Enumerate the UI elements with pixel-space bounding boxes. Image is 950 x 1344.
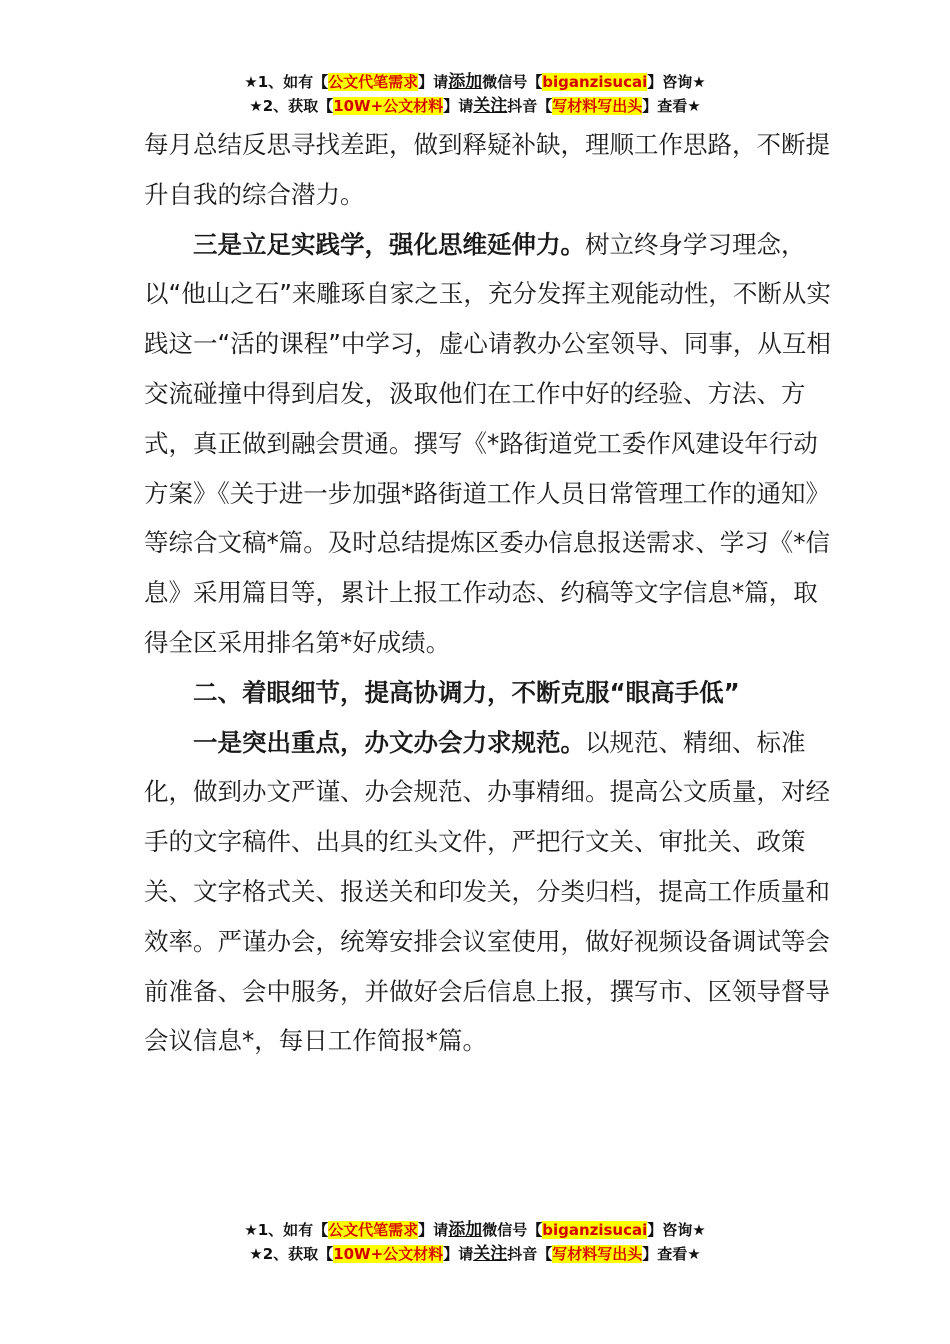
banner-highlight: biganzisucai (542, 73, 648, 91)
banner-emphasis: 添加 (448, 72, 483, 92)
banner-text: 】请 (443, 97, 474, 115)
paragraph: 每月总结反思寻找差距，做到释疑补缺，理顺工作思路，不断提升自我的综合潜力。 (144, 130, 830, 209)
paragraph-text: 树立终身学习理念，以“他山之石”来雕琢自家之玉，充分发挥主观能动性，不断从实践这一“活的课程”中学习，虚心请教办公室领导、同事，从互相交流碰撞中得到启发，汲取他们在工作中好的经验、方法、方式，真正做到融会贯通。撰写《*路街道党工委作风建设年行动方案》《关于进一步加强*路街道工作人员日常管理工作的通知》等综合文稿*篇。及时总结提炼区委办信息报送需求、学习《*信息》采用篇目等，累计上报工作动态、约稿等文字信息*篇，取得全区采用排名第*好成绩。 (144, 229, 831, 657)
banner-text: 】请 (443, 1245, 474, 1263)
banner-text: 】查看★ (642, 1245, 701, 1263)
banner-text: 微信号【 (482, 1221, 543, 1239)
paragraph (144, 718, 834, 1067)
banner-text: ★2、获取【 (249, 97, 334, 115)
banner-highlight: 写材料写出头 (552, 1245, 643, 1263)
banner-text: ★1、如有【 (244, 73, 329, 91)
banner-text: 】查看★ (642, 97, 701, 115)
header-banner (0, 70, 950, 118)
banner-line-2 (0, 94, 950, 118)
banner-text: 】咨询★ (647, 73, 706, 91)
paragraph-lead: 三是立足实践学，强化思维延伸力。 (193, 229, 585, 259)
paragraph (144, 220, 834, 668)
banner-line-1 (0, 1218, 950, 1242)
banner-text: ★2、获取【 (249, 1245, 334, 1263)
banner-line-2 (0, 1242, 950, 1266)
paragraph-text: 以规范、精细、标准化，做到办文严谨、办会规范、办事精细。提高公文质量，对经手的文字稿件、出具的红头文件，严把行文关、审批关、政策关、文字格式关、报送关和印发关，分类归档，提高工作质量和效率。严谨办会，统筹安排会议室使用，做好视频设备调试等会前准备、会中服务，并做好会后信息上报，撰写市、区领导督导会议信息*，每日工作简报*篇。 (144, 727, 830, 1056)
footer-banner (0, 1218, 950, 1266)
banner-text: 微信号【 (482, 73, 543, 91)
banner-highlight: 公文代笔需求 (328, 1221, 419, 1239)
document-body (144, 120, 834, 1066)
banner-highlight: biganzisucai (542, 1221, 648, 1239)
banner-highlight: 公文代笔需求 (328, 73, 419, 91)
banner-emphasis: 关注 (473, 96, 508, 116)
banner-highlight: 10W+公文材料 (333, 97, 444, 115)
banner-text: 抖音【 (507, 1245, 553, 1263)
banner-text: 抖音【 (507, 97, 553, 115)
banner-text: ★1、如有【 (244, 1221, 329, 1239)
banner-line-1 (0, 70, 950, 94)
banner-text: 】请 (418, 1221, 449, 1239)
banner-highlight: 10W+公文材料 (333, 1245, 444, 1263)
banner-emphasis: 添加 (448, 1220, 483, 1240)
banner-emphasis: 关注 (473, 1244, 508, 1264)
banner-highlight: 写材料写出头 (552, 97, 643, 115)
paragraph-lead: 一是突出重点，办文办会力求规范。 (193, 727, 585, 757)
banner-text: 】咨询★ (647, 1221, 706, 1239)
section-heading-text: 二、着眼细节，提高协调力，不断克服“眼高手低” (193, 677, 740, 707)
section-heading (144, 668, 834, 718)
banner-text: 】请 (418, 73, 449, 91)
